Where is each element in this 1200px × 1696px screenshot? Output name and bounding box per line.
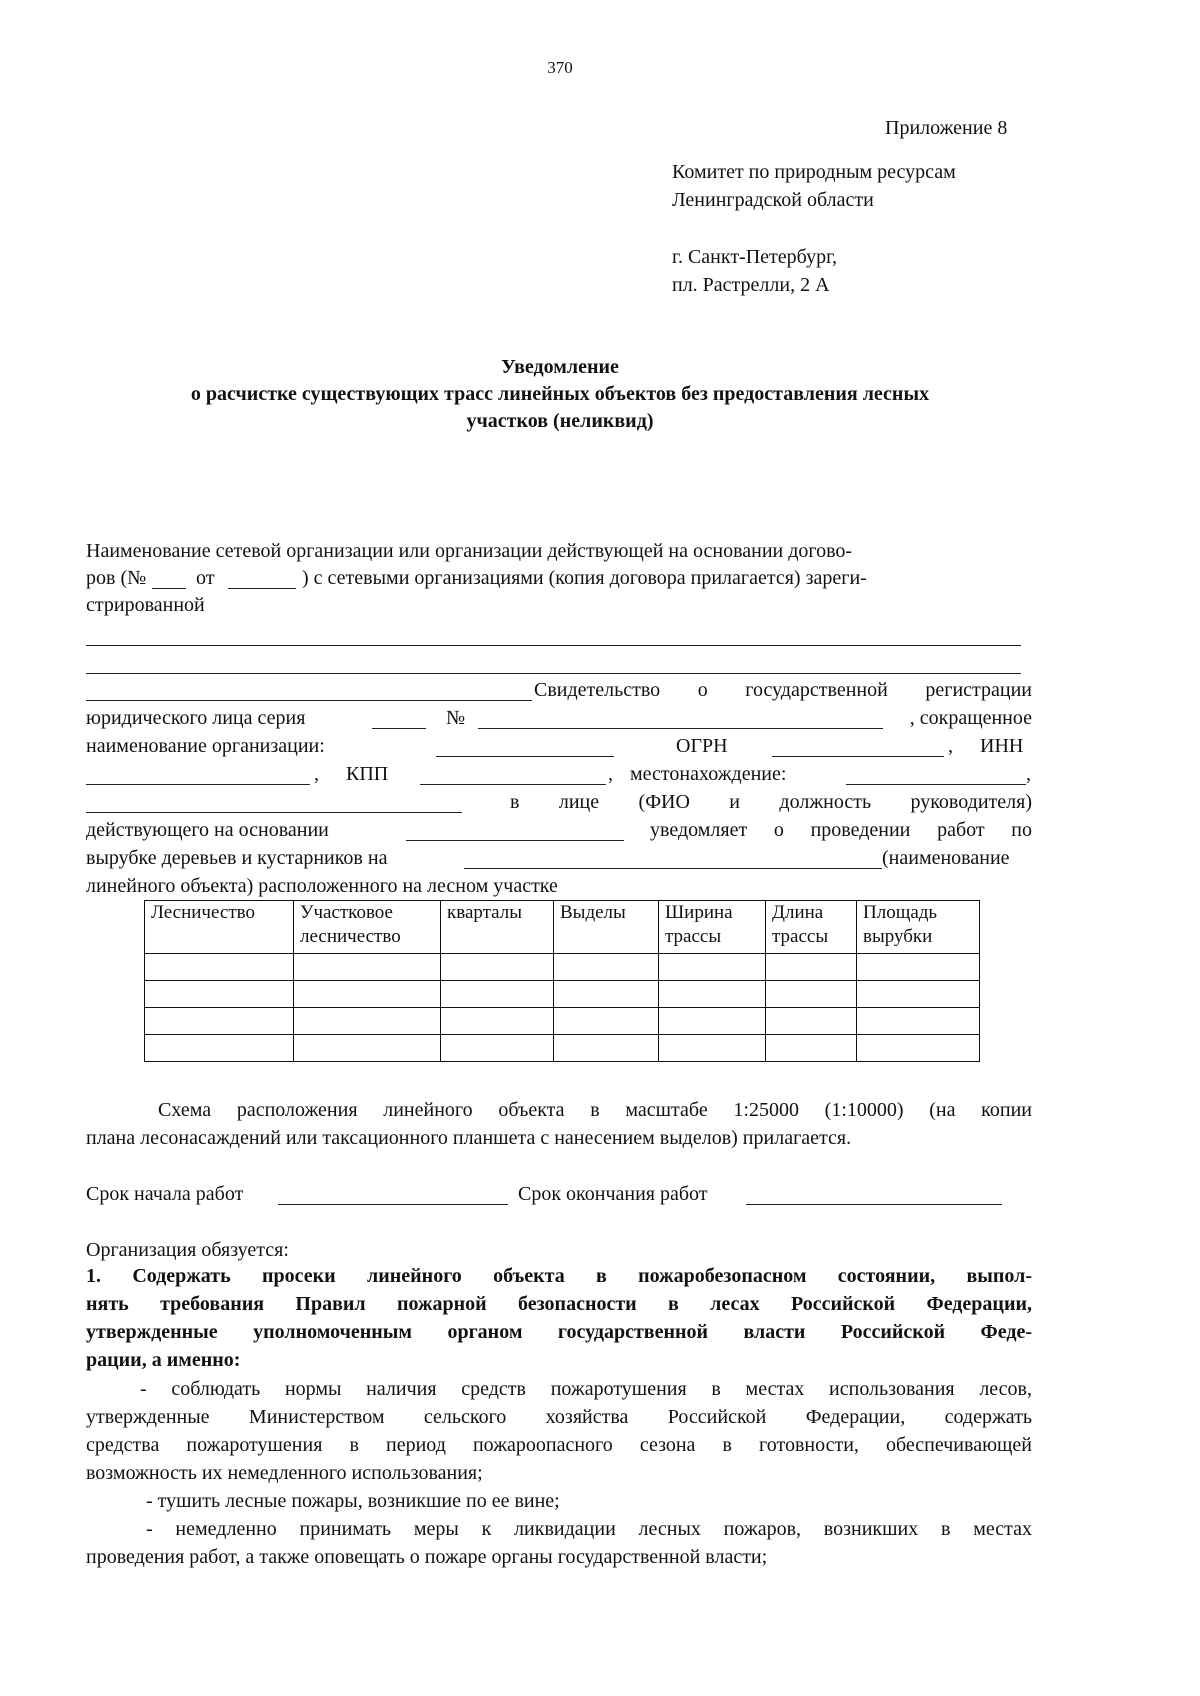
certificate-label: Свидетельство о государственной регистрации	[534, 679, 1032, 701]
table-header-cell: Длина трассы	[766, 901, 857, 954]
inn-label: ИНН	[980, 735, 1024, 757]
org-name-line-1: Наименование сетевой организации или организации действующей на основании догово-	[86, 540, 853, 562]
obligation-1-line-4: рации, а именно:	[86, 1349, 241, 1371]
table-cell[interactable]	[554, 954, 659, 981]
location-label: местонахождение:	[630, 763, 787, 785]
bullet-1-line-4: возможность их немедленного использования;	[86, 1462, 483, 1484]
table-cell[interactable]	[145, 981, 294, 1008]
felling-label: вырубке деревьев и кустарников на	[86, 847, 388, 869]
obligations-intro: Организация обязуется:	[86, 1239, 289, 1261]
table-cell[interactable]	[659, 954, 766, 981]
title-subject-cont: участков (неликвид)	[466, 410, 654, 432]
address-city: г. Санкт-Петербург,	[672, 246, 838, 268]
table-cell[interactable]	[145, 1035, 294, 1062]
registration-blank-1[interactable]	[86, 645, 1021, 646]
contract-date-blank[interactable]	[228, 588, 296, 589]
obligation-1-line-2: нять требования Правил пожарной безопасности в лесах Российской Федерации,	[86, 1293, 1032, 1315]
name-paren-label: (наименование	[882, 847, 1010, 869]
table-header-row	[145, 901, 980, 954]
legal-entity-series-label: юридического лица серия	[86, 707, 306, 729]
table-cell[interactable]	[766, 1035, 857, 1062]
contract-number-blank[interactable]	[152, 588, 186, 589]
scheme-line-1: Схема расположения линейного объекта в масштабе 1:25000 (1:10000) (на копии	[158, 1099, 1032, 1121]
registration-blank-3[interactable]	[86, 700, 532, 701]
table-cell[interactable]	[554, 1035, 659, 1062]
obligation-1-line-1: 1. Содержать просеки линейного объекта в пожаробезопасном состоянии, выпол-	[86, 1265, 1032, 1287]
table-cell[interactable]	[857, 981, 980, 1008]
org-name-label: наименование организации:	[86, 735, 325, 757]
table-cell[interactable]	[294, 1035, 441, 1062]
short-name-label: , сокращенное	[909, 707, 1032, 729]
comma: ,	[608, 763, 613, 785]
scheme-line-2: плана лесонасаждений или таксационного планшета с нанесением выделов) прилагается.	[86, 1127, 852, 1149]
addressee-line-2: Ленинградской области	[672, 189, 874, 211]
end-date-blank[interactable]	[746, 1204, 1002, 1205]
table-cell[interactable]	[766, 1008, 857, 1035]
table-cell[interactable]	[441, 1008, 554, 1035]
start-date-label: Срок начала работ	[86, 1183, 244, 1205]
bullet-3-line-2: проведения работ, а также оповещать о пожаре органы государственной власти;	[86, 1546, 768, 1568]
registration-blank-2[interactable]	[86, 673, 1021, 674]
bullet-2: - тушить лесные пожары, возникшие по ее вине;	[146, 1490, 560, 1512]
table-cell[interactable]	[441, 1035, 554, 1062]
table-cell[interactable]	[294, 1008, 441, 1035]
table-header-cell: Участковое лесничество	[294, 901, 441, 954]
table-cell[interactable]	[857, 954, 980, 981]
contract-number-label: ров (№	[86, 567, 147, 589]
org-short-name-blank[interactable]	[436, 756, 614, 757]
table-cell[interactable]	[294, 981, 441, 1008]
table-cell[interactable]	[857, 1008, 980, 1035]
linear-object-name-blank[interactable]	[464, 868, 882, 869]
notifies-label: уведомляет о проведении работ по	[650, 819, 1032, 841]
contract-date-label: от	[196, 567, 215, 589]
table-row	[145, 954, 980, 981]
series-blank[interactable]	[372, 728, 426, 729]
table-header-cell: Лесничество	[145, 901, 294, 954]
table-row	[145, 1008, 980, 1035]
ogrn-blank[interactable]	[772, 756, 944, 757]
comma: ,	[1026, 763, 1031, 785]
registered-label: стрированной	[86, 594, 205, 616]
start-date-blank[interactable]	[278, 1204, 508, 1205]
table-cell[interactable]	[441, 981, 554, 1008]
table-header-cell: кварталы	[441, 901, 554, 954]
represented-by-label: в лице (ФИО и должность руководителя)	[510, 791, 1032, 813]
table-cell[interactable]	[554, 1008, 659, 1035]
table-cell[interactable]	[554, 981, 659, 1008]
kpp-blank[interactable]	[420, 784, 606, 785]
table-cell[interactable]	[659, 1008, 766, 1035]
table-header-cell: Выделы	[554, 901, 659, 954]
obligation-1-line-3: утвержденные уполномоченным органом государственной власти Российской Феде-	[86, 1321, 1032, 1343]
linear-object-label: линейного объекта) расположенного на лесном участке	[86, 875, 558, 897]
comma: ,	[948, 735, 953, 757]
table-cell[interactable]	[659, 981, 766, 1008]
table-row	[145, 981, 980, 1008]
table-cell[interactable]	[441, 954, 554, 981]
table-header-cell: Площадь вырубки	[857, 901, 980, 954]
page-number: 370	[547, 58, 573, 77]
bullet-1-line-1: - соблюдать нормы наличия средств пожаротушения в местах использования лесов,	[140, 1378, 1032, 1400]
org-name-line-2: ) с сетевыми организациями (копия договора прилагается) зареги-	[302, 567, 867, 589]
acting-basis-blank[interactable]	[406, 840, 624, 841]
table-row	[145, 1035, 980, 1062]
table-cell[interactable]	[145, 954, 294, 981]
bullet-1-line-2: утвержденные Министерством сельского хозяйства Российской Федерации, содержать	[86, 1406, 1032, 1428]
bullet-1-line-3: средства пожаротушения в период пожароопасного сезона в готовности, обеспечивающей	[86, 1434, 1032, 1456]
forest-plot-table	[144, 900, 980, 1062]
table-cell[interactable]	[766, 954, 857, 981]
title-notice: Уведомление	[501, 356, 619, 378]
appendix-label: Приложение 8	[885, 117, 1008, 139]
ogrn-label: ОГРН	[676, 735, 728, 757]
kpp-label: КПП	[346, 763, 389, 785]
table-cell[interactable]	[294, 954, 441, 981]
comma: ,	[314, 763, 319, 785]
table-header-cell: Ширина трассы	[659, 901, 766, 954]
certificate-number-blank[interactable]	[478, 728, 883, 729]
bullet-3-line-1: - немедленно принимать меры к ликвидации лесных пожаров, возникших в местах	[146, 1518, 1032, 1540]
title-subject: о расчистке существующих трасс линейных объектов без предоставления лесных	[190, 383, 930, 405]
end-date-label: Срок окончания работ	[518, 1183, 708, 1205]
table-cell[interactable]	[766, 981, 857, 1008]
location-blank-cont[interactable]	[86, 812, 462, 813]
table-cell[interactable]	[857, 1035, 980, 1062]
address-street: пл. Растрелли, 2 А	[672, 274, 830, 296]
inn-blank[interactable]	[86, 784, 310, 785]
location-blank[interactable]	[846, 784, 1026, 785]
table-cell[interactable]	[659, 1035, 766, 1062]
acting-basis-label: действующего на основании	[86, 819, 329, 841]
addressee-line-1: Комитет по природным ресурсам	[672, 161, 956, 183]
table-cell[interactable]	[145, 1008, 294, 1035]
number-label: №	[446, 707, 466, 729]
